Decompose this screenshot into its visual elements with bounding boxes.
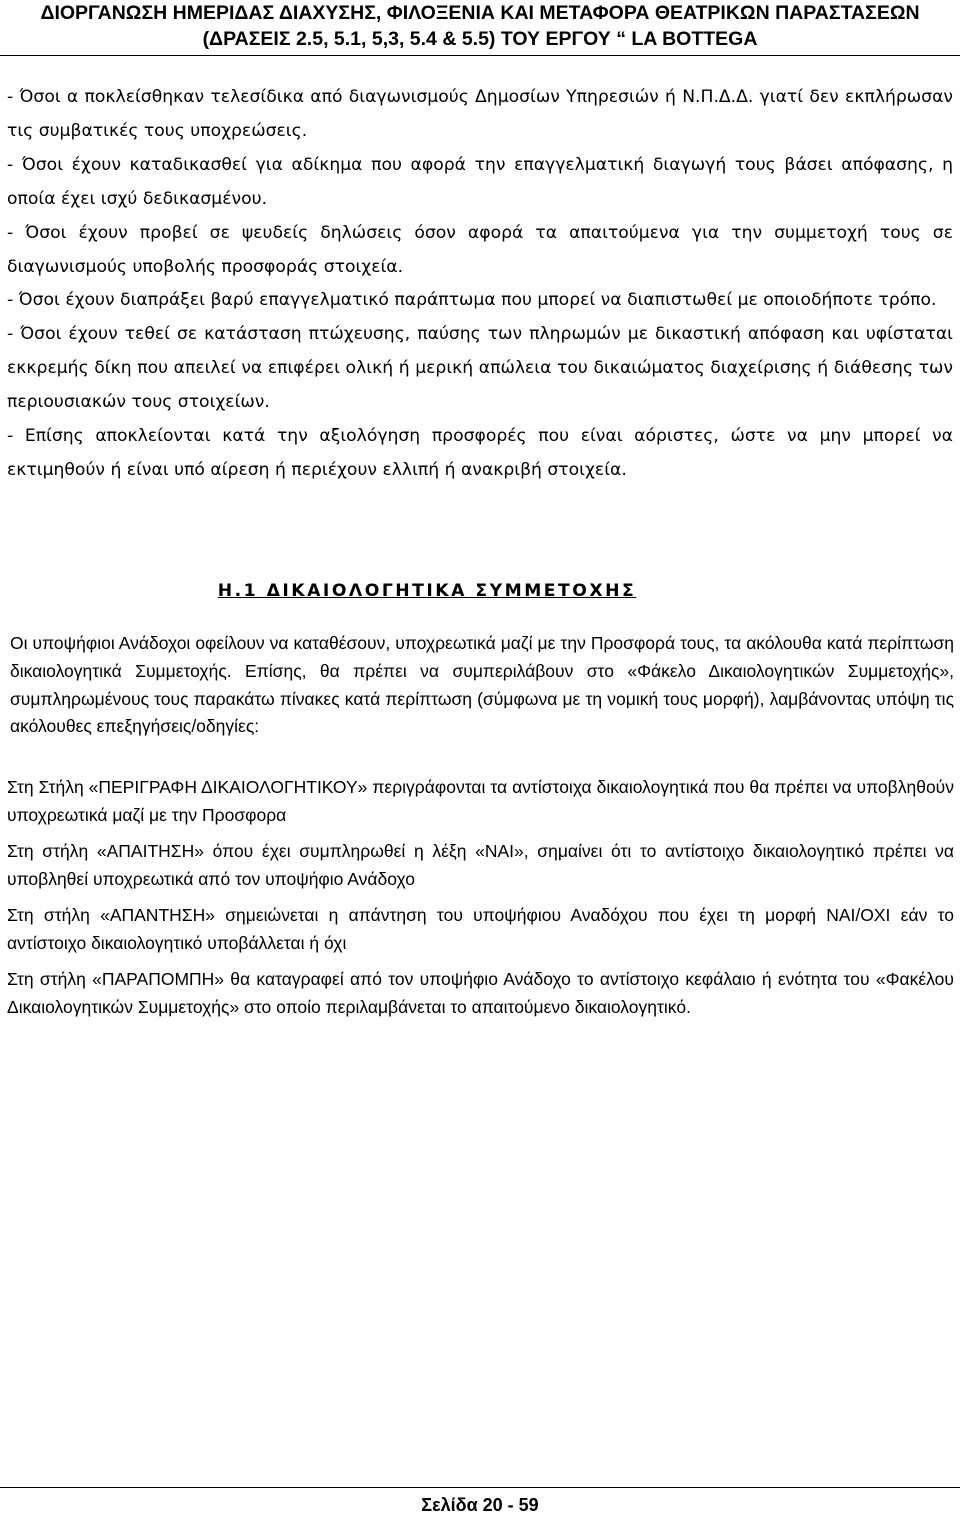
- section-heading: [0, 577, 854, 605]
- exclusion-item: - Όσοι έχουν προβεί σε ψευδείς δηλώσεις όσον αφορά τα απαιτούμενα για την συμμετοχή τους σε διαγωνισμούς υποβολής προσφοράς στοιχεία.: [7, 222, 953, 277]
- page-number: Σελίδα 20 - 59: [421, 1495, 539, 1515]
- exclusion-item: - Όσοι έχουν διαπράξει βαρύ επαγγελματικό παράπτωμα που μπορεί να διαπιστωθεί με οποιοδήποτε τρόπο.: [7, 290, 937, 311]
- column-reference-paragraph: Στη στήλη «ΠΑΡΑΠΟΜΠΗ» θα καταγραφεί από τον υποψήφιο Ανάδοχο το αντίστοιχο κεφάλαιο ή ενότητα του «Φακέλου Δικαιολογητικών Συμμετοχής» στο οποίο περιλαμβάνεται το απαιτούμενο δικαιολογητικό.: [7, 969, 954, 1017]
- exclusion-item: - Όσοι έχουν καταδικασθεί για αδίκημα που αφορά την επαγγελματική διαγωγή τους βάσει απόφασης, η οποία έχει ισχύ δεδικασμένου.: [7, 154, 953, 209]
- header-title-line2: (ΔΡΑΣΕΙΣ 2.5, 5.1, 5,3, 5.4 & 5.5) ΤΟΥ ΕΡΓΟΥ “ LA BOTTEGA: [202, 28, 758, 50]
- column-requirement-paragraph: Στη στήλη «ΑΠΑΙΤΗΣΗ» όπου έχει συμπληρωθεί η λέξη «ΝΑΙ», σημαίνει ότι το αντίστοιχο δικαιολογητικό πρέπει να υποβληθεί υποχρεωτικά από τον υποψήφιο Ανάδοχο: [7, 841, 954, 889]
- column-description-paragraph: Στη Στήλη «ΠΕΡΙΓΡΑΦΗ ΔΙΚΑΙΟΛΟΓΗΤΙΚΟΥ» περιγράφονται τα αντίστοιχα δικαιολογητικά που θα πρέπει να υποβληθούν υποχρεωτικά μαζί με την Προσφορα: [7, 777, 954, 825]
- footer-divider: [0, 1487, 960, 1488]
- exclusion-list: [7, 81, 953, 488]
- section-heading-text: Η.1 ΔΙΚΑΙΟΛΟΓΗΤΙΚΑ ΣΥΜΜΕΤΟΧΗΣ: [217, 581, 637, 601]
- exclusion-item: - Όσοι έχουν τεθεί σε κατάσταση πτώχευσης, παύσης των πληρωμών με δικαστική απόφαση και υφίσταται εκκρεμής δίκη που απειλεί να επιφέρει ολική ή μερική απώλεια του δικαιώματος διαχείρισης ή διάθεσης των περιουσιακών τους στοιχείων.: [7, 324, 953, 413]
- page-header: [0, 0, 960, 52]
- exclusion-item: - Επίσης αποκλείονται κατά την αξιολόγηση προσφορές που είναι αόριστες, ώστε να μην μπορεί να εκτιμηθούν ή είναι υπό αίρεση ή περιέχουν ελλιπή ή ανακριβή στοιχεία.: [7, 426, 953, 480]
- header-divider: [0, 55, 960, 56]
- column-answer-paragraph: Στη στήλη «ΑΠΑΝΤΗΣΗ» σημειώνεται η απάντηση του υποψήφιου Αναδόχου που έχει τη μορφή ΝΑΙ/ΟΧΙ εάν το αντίστοιχο δικαιολογητικό υποβάλλεται ή όχι: [7, 905, 954, 953]
- exclusion-item: - Όσοι α ποκλείσθηκαν τελεσίδικα από διαγωνισμούς Δημοσίων Υπηρεσιών ή Ν.Π.Δ.Δ. γιατί δεν εκπλήρωσαν τις συμβατικές τους υποχρεώσεις.: [7, 87, 953, 141]
- header-title-line1: ΔΙΟΡΓΑΝΩΣΗ ΗΜΕΡΙΔΑΣ ΔΙΑΧΥΣΗΣ, ΦΙΛΟΞΕΝΙΑ ΚΑΙ ΜΕΤΑΦΟΡΑ ΘΕΑΤΡΙΚΩΝ ΠΑΡΑΣΤΑΣΕΩΝ: [40, 2, 920, 24]
- section-intro-paragraph: Οι υποψήφιοι Ανάδοχοι οφείλουν να καταθέσουν, υποχρεωτικά μαζί με την Προσφορά τους, τα ακόλουθα κατά περίπτωση δικαιολογητικά Συμμετοχής. Επίσης, θα πρέπει να συμπεριλάβουν στο «Φάκελο Δικαιολογητικών Συμμετοχής», συμπληρωμένους τους παρακάτω πίνακες κατά περίπτωση (σύμφωνα με τη νομική τους μορφή), λαμβάνοντας υπόψη τις ακόλουθες επεξηγήσεις/οδηγίες:: [10, 633, 954, 737]
